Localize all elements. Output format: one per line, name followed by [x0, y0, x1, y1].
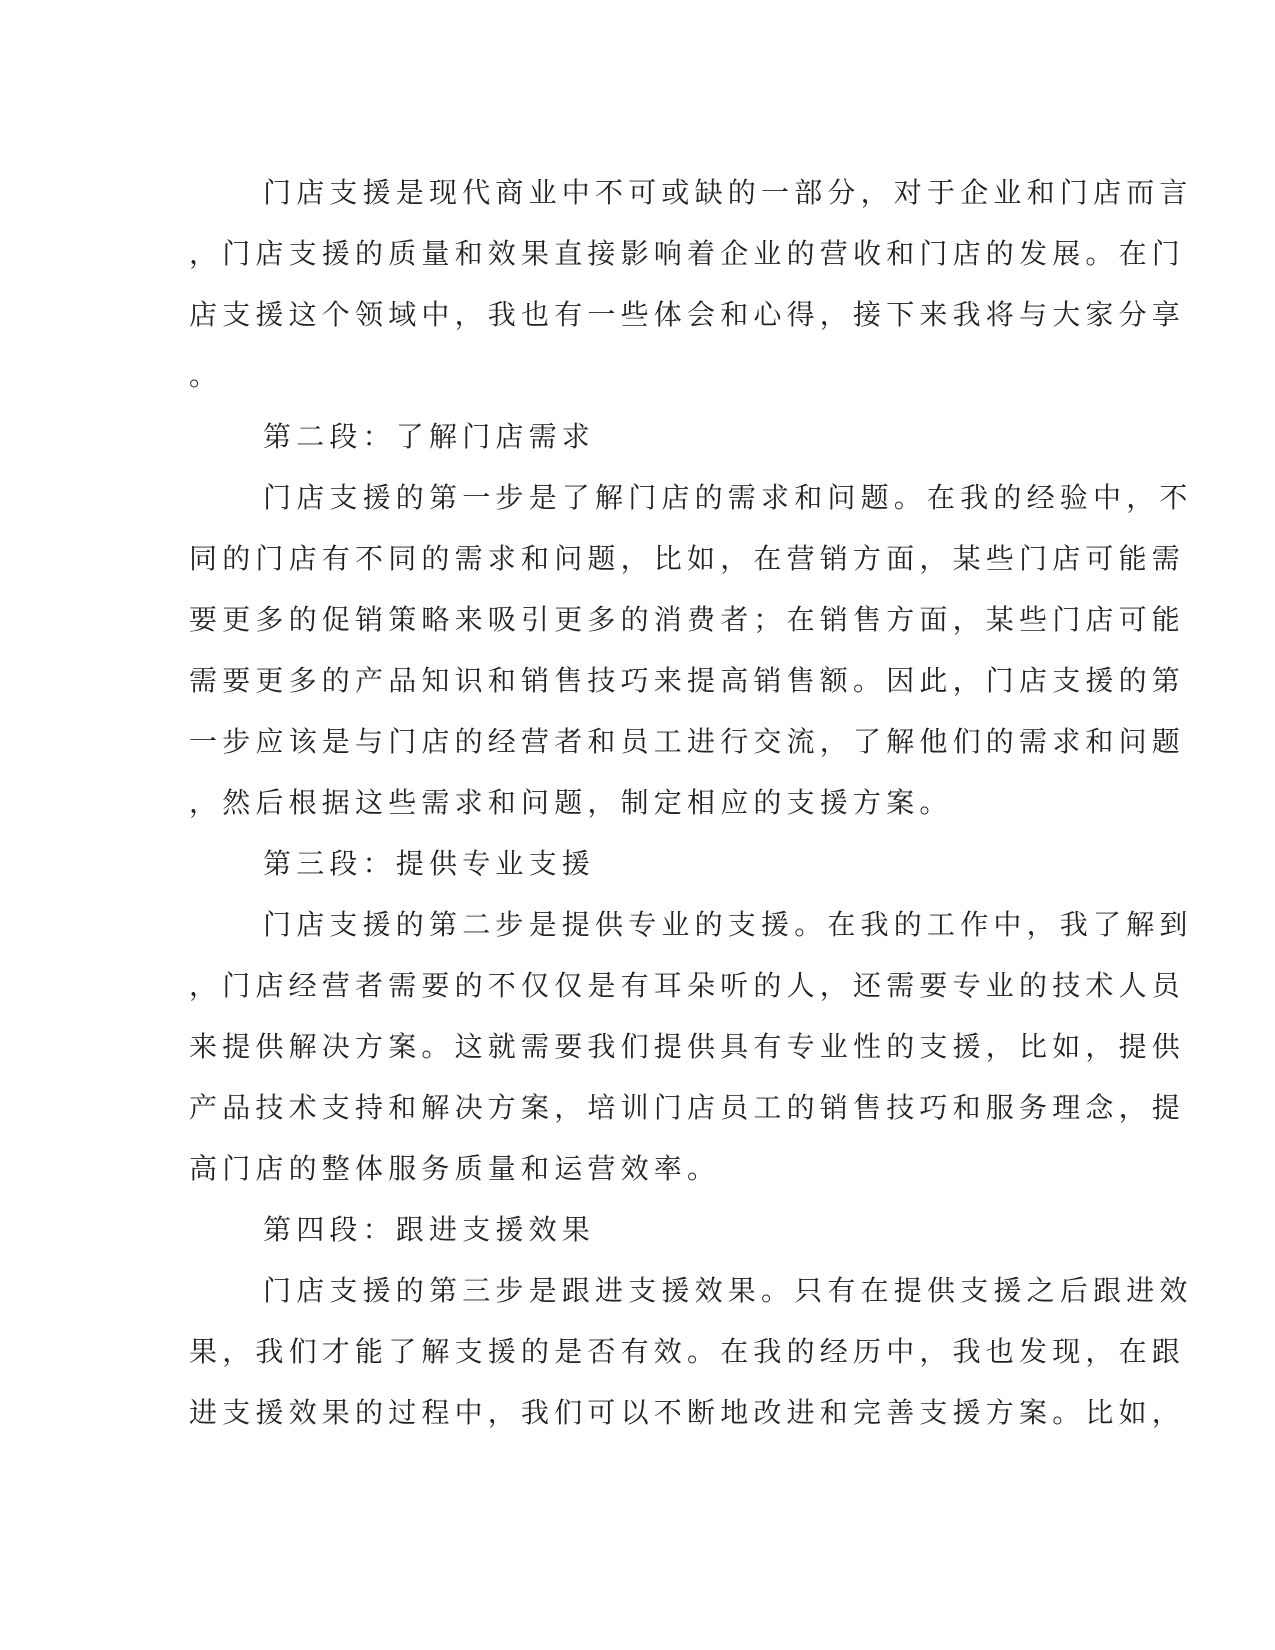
paragraph-line: 。	[189, 359, 223, 392]
paragraph-line: 同的门店有不同的需求和问题，比如，在营销方面，某些门店可能需	[189, 542, 1186, 575]
section-heading: 第四段：跟进支援效果	[263, 1213, 596, 1246]
paragraph-line: 门店支援是现代商业中不可或缺的一部分，对于企业和门店而言	[263, 176, 1193, 209]
section-heading: 第二段：了解门店需求	[263, 420, 596, 453]
paragraph-line: 高门店的整体服务质量和运营效率。	[189, 1152, 721, 1185]
section-heading: 第三段：提供专业支援	[263, 847, 596, 880]
document-body	[189, 162, 1193, 1443]
paragraph-line: 来提供解决方案。这就需要我们提供具有专业性的支援，比如，提供	[189, 1030, 1186, 1063]
paragraph-line: 产品技术支持和解决方案，培训门店员工的销售技巧和服务理念，提	[189, 1091, 1186, 1124]
paragraph-line: 一步应该是与门店的经营者和员工进行交流，了解他们的需求和问题	[189, 725, 1186, 758]
paragraph-line: 门店支援的第一步是了解门店的需求和问题。在我的经验中，不	[263, 481, 1193, 514]
paragraph-line: 进支援效果的过程中，我们可以不断地改进和完善支援方案。比如，	[189, 1396, 1186, 1429]
paragraph-line: 需要更多的产品知识和销售技巧来提高销售额。因此，门店支援的第	[189, 664, 1186, 697]
paragraph-line: 要更多的促销策略来吸引更多的消费者；在销售方面，某些门店可能	[189, 603, 1186, 636]
paragraph-line: 门店支援的第三步是跟进支援效果。只有在提供支援之后跟进效	[263, 1274, 1193, 1307]
paragraph-line: 果，我们才能了解支援的是否有效。在我的经历中，我也发现，在跟	[189, 1335, 1186, 1368]
paragraph-line: ，门店支援的质量和效果直接影响着企业的营收和门店的发展。在门	[189, 237, 1186, 270]
paragraph-line: 门店支援的第二步是提供专业的支援。在我的工作中，我了解到	[263, 908, 1193, 941]
paragraph-line: ，然后根据这些需求和问题，制定相应的支援方案。	[189, 786, 953, 819]
paragraph-line: ，门店经营者需要的不仅仅是有耳朵听的人，还需要专业的技术人员	[189, 969, 1186, 1002]
paragraph-line: 店支援这个领域中，我也有一些体会和心得，接下来我将与大家分享	[189, 298, 1186, 331]
